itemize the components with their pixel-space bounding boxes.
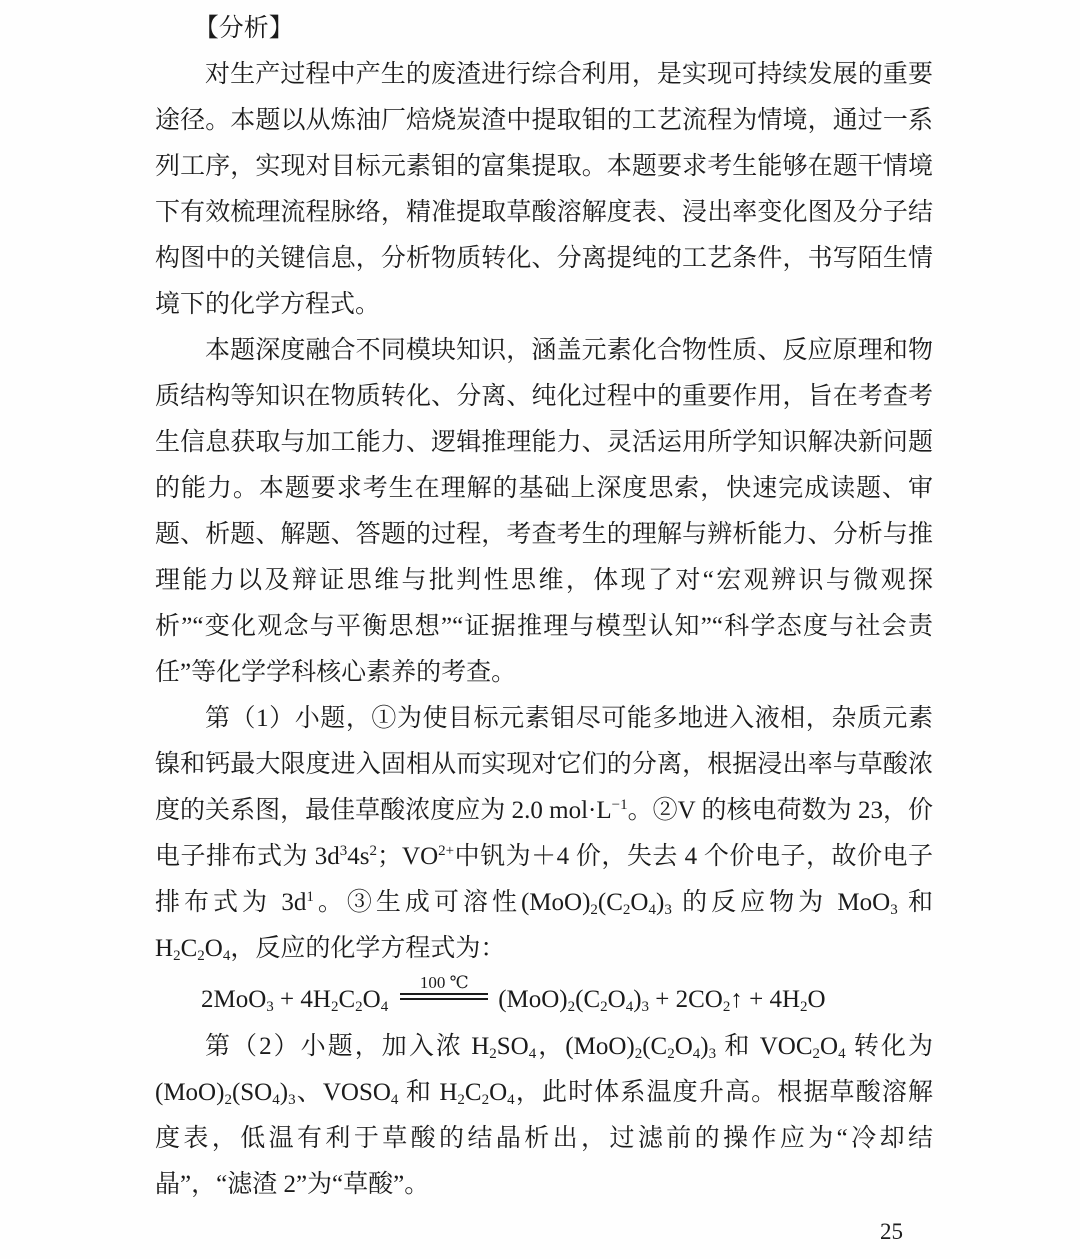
page-number: 25: [880, 1219, 903, 1244]
text-column: [155, 6, 933, 1208]
paragraph-competencies: 本题深度融合不同模块知识，涵盖元素化合物性质、反应原理和物质结构等知识在物质转化、分离、纯化过程中的重要作用，旨在考查考生信息获取与加工能力、逻辑推理能力、灵活运用所学知识解决新问题的能力。本题要求考生在理解的基础上深度思索，快速完成读题、审题、析题、解题、答题的过程，考查考生的理解与辨析能力、分析与推理能力以及辩证思维与批判性思维，体现了对“宏观辨识与微观探析”“变化观念与平衡思想”“证据推理与模型认知”“科学态度与社会责任”等化学学科核心素养的考查。: [155, 337, 933, 686]
reaction-condition: [400, 973, 488, 1000]
paragraph-question-2: 第（2）小题，加入浓 $H_2SO_4$，$(MoO)_2(C_2O_4)_3$ 和 $VOC_2O_4$ 转化为$(MoO)_2(SO_4)_3$、$VOSO_4$ 和 $H_2C_2O_4$，此时体系温度升高。根据草酸溶解度表，低温有利于草酸的结晶析出，过滤前的操作应为“冷却结晶”，“滤渣 2”为“草酸”。: [155, 1033, 933, 1198]
paragraph-intro: 对生产过程中产生的废渣进行综合利用，是实现可持续发展的重要途径。本题以从炼油厂焙烧炭渣中提取钼的工艺流程为情境，通过一系列工序，实现对目标元素钼的富集提取。本题要求考生能够在题干情境下有效梳理流程脉络，精准提取草酸溶解度表、浸出率变化图及分子结构图中的关键信息，分析物质转化、分离提纯的工艺条件，书写陌生情境下的化学方程式。: [155, 61, 933, 318]
reaction-equals-line: [400, 993, 488, 1000]
analysis-section-heading: 【分析】: [193, 15, 294, 42]
equation-products: $(MoO)_2(C_2O_4)_3$ + $2CO_2↑ + 4H_2O$: [498, 986, 826, 1015]
chemical-equation: [155, 973, 933, 1023]
reaction-condition-label: 100 ℃: [419, 973, 469, 992]
paragraph-question-1: 第（1）小题，①为使目标元素钼尽可能多地进入液相，杂质元素镍和钙最大限度进入固相从而实现对它们的分离，根据浸出率与草酸浓度的关系图，最佳草酸浓度应为 2.0 $mol\cdot L^{-1}$。②V 的核电荷数为 23，价电子排布式为 $3d^34s^2$；$VO^{2+}$中钒为＋4 价，失去 4 个价电子，故价电子排布式为 $3d^1$。③生成可溶性$(MoO)_2(C_2O_4)_3$ 的反应物为 MoO$_3$ 和 $H_2C_2O_4$，反应的化学方程式为：: [155, 705, 933, 964]
equation-reactants: $2MoO_3 + 4H_2C_2O_4$: [201, 986, 389, 1015]
